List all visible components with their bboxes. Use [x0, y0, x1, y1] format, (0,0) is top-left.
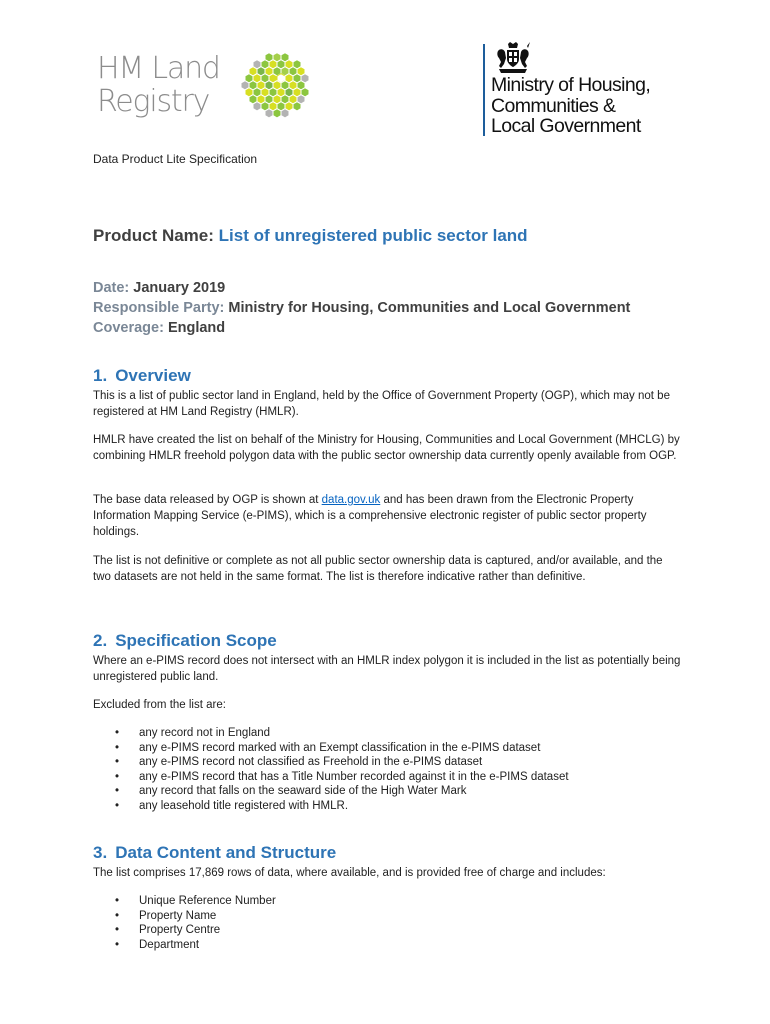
bullet-icon: •	[115, 895, 120, 907]
mhclg-logo-text	[491, 75, 650, 137]
mhclg-logo-line1: Ministry of Housing,	[491, 74, 651, 96]
bullet-icon: •	[115, 727, 120, 739]
mhclg-logo-line2: Communities &	[491, 94, 616, 117]
bullet-icon: •	[115, 770, 120, 783]
list-item-text: any e-PIMS record marked with an Exempt classification in the e-PIMS dataset	[139, 741, 541, 754]
bullet-icon: •	[115, 938, 120, 951]
list-item	[93, 741, 569, 756]
overview-paragraph-4: The list is not definitive or complete as not all public sector ownership data is captured, and/or available, and the two datasets are not held in the same format. The list is therefore indicative rather than definitive.	[93, 555, 663, 583]
list-item-text: any e-PIMS record not classified as Freehold in the e-PIMS dataset	[139, 756, 483, 769]
overview-paragraph-1: This is a list of public sector land in England, held by the Office of Government Property (OGP), which may not be registered at HM Land Registry (HMLR).	[93, 390, 670, 418]
royal-coat-of-arms-icon	[496, 42, 530, 74]
section-title: Data Content and Structure	[115, 843, 337, 862]
list-item-text: Unique Reference Number	[139, 895, 276, 907]
content-paragraph-1: The list comprises 17,869 rows of data, where available, and is provided free of charge and includes:	[93, 867, 606, 879]
hmlr-hexagon-logo-icon	[236, 52, 314, 122]
section-number: 3.	[93, 843, 108, 862]
section-heading-data-content	[93, 843, 336, 863]
document-meta	[93, 278, 630, 338]
list-item	[93, 755, 569, 770]
list-item	[93, 909, 276, 924]
document-subtitle: Data Product Lite Specification	[93, 152, 258, 166]
section-title: Overview	[115, 366, 191, 385]
list-item	[93, 770, 569, 785]
included-fields-list	[93, 894, 276, 952]
product-name-label: Product Name:	[93, 226, 214, 245]
bullet-icon: •	[115, 799, 120, 812]
bullet-icon: •	[115, 924, 120, 937]
meta-responsible-party	[93, 298, 630, 318]
coverage-label: Coverage:	[93, 320, 164, 336]
scope-paragraph-1: Where an e-PIMS record does not intersect with an HMLR index polygon it is included in the list as potentially being unregistered public land.	[93, 655, 681, 683]
overview-p3-text-start: The base data released by OGP is shown at	[93, 494, 322, 506]
responsible-party-value: Ministry for Housing, Communities and Local Government	[228, 300, 631, 316]
date-value: January 2019	[133, 280, 226, 296]
bullet-icon: •	[115, 909, 120, 922]
overview-paragraph-3	[93, 492, 683, 540]
overview-p3-text-end: and has been drawn from the Electronic Property Information Mapping Service (e-PIMS), which is a comprehensive electronic register of public sector property holdings.	[93, 494, 647, 538]
list-item	[93, 923, 276, 938]
overview-paragraph-2: HMLR have created the list on behalf of the Ministry for Housing, Communities and Local Government (MHCLG) by combining HMLR freehold polygon data with the public sector ownership data currently openly available from OGP.	[93, 434, 680, 462]
mhclg-logo-line3: Local Government	[491, 115, 641, 137]
list-item-text: Property Centre	[139, 924, 221, 937]
meta-date	[93, 278, 630, 298]
responsible-party-label: Responsible Party:	[93, 300, 225, 316]
list-item-text: any leasehold title registered with HMLR.	[139, 799, 349, 812]
list-item-text: any record not in England	[139, 727, 271, 739]
scope-paragraph-2: Excluded from the list are:	[93, 699, 226, 711]
section-title: Specification Scope	[115, 631, 277, 650]
list-item	[93, 784, 569, 799]
date-label: Date:	[93, 280, 130, 296]
bullet-icon: •	[115, 785, 120, 798]
bullet-icon: •	[115, 741, 120, 754]
mhclg-logo-bar	[483, 44, 485, 136]
list-item	[93, 894, 276, 909]
excluded-list	[93, 726, 569, 814]
list-item-text: Property Name	[139, 909, 217, 922]
section-heading-specification-scope	[93, 631, 277, 651]
bullet-icon: •	[115, 756, 120, 769]
section-heading-overview	[93, 366, 191, 386]
section-number: 1.	[93, 366, 108, 385]
data-gov-uk-link[interactable]: data.gov.uk	[321, 494, 381, 506]
product-name-value: List of unregistered public sector land	[218, 226, 528, 245]
meta-coverage	[93, 318, 630, 338]
product-name-line	[93, 226, 528, 246]
hmlr-logo-text	[97, 52, 220, 118]
section-number: 2.	[93, 631, 108, 650]
list-item-text: any e-PIMS record that has a Title Number recorded against it in the e-PIMS dataset	[139, 770, 569, 783]
list-item-text: Department	[139, 938, 200, 951]
list-item	[93, 938, 276, 953]
list-item-text: any record that falls on the seaward side of the High Water Mark	[139, 785, 467, 798]
hmlr-logo-line2: Registry	[97, 84, 210, 119]
list-item	[93, 726, 569, 741]
hmlr-logo-line1: HM Land	[97, 51, 220, 86]
list-item	[93, 799, 569, 814]
coverage-value: England	[167, 320, 226, 336]
